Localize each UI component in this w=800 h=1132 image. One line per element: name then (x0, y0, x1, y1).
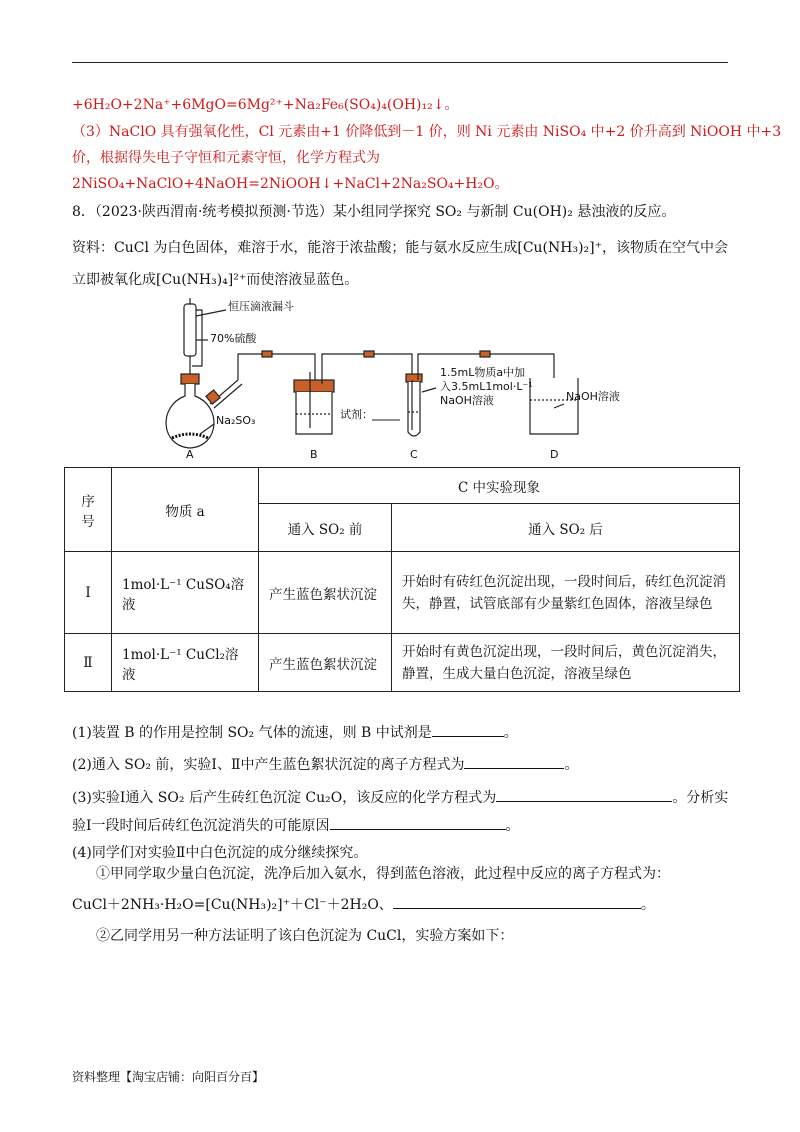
q4-1-equation: CuCl＋2NH₃·H₂O=[Cu(NH₃)₂]⁺＋Cl⁻＋2H₂O、 (72, 897, 393, 913)
q1-text: (1)装置 B 的作用是控制 SO₂ 气体的流速，则 B 中试剂是 (72, 725, 432, 741)
funnel-label: 恒压滴液漏斗 (228, 300, 294, 313)
d-label: NaOH溶液 (566, 390, 620, 403)
header-rule (72, 62, 728, 63)
q4-1-equation-line (72, 894, 732, 915)
q2-answer-blank[interactable] (464, 754, 564, 769)
c-label-1: 1.5mL物质a中加 (440, 366, 526, 379)
q2-period: 。 (564, 757, 579, 773)
q3-text-c: 验Ⅰ一段时间后砖红色沉淀消失的可能原因 (72, 818, 330, 834)
acid-label: 70%硫酸 (210, 332, 257, 345)
q4-1-period: 。 (640, 897, 655, 913)
row2-no: Ⅱ (65, 634, 112, 692)
row1-no: Ⅰ (65, 552, 112, 634)
c-label-3: NaOH溶液 (440, 394, 494, 407)
salt-label: Na₂SO₃ (216, 414, 256, 427)
stopper-b (294, 380, 334, 392)
header-after: 通入 SO₂ 后 (392, 504, 740, 552)
row1-before: 产生蓝色絮状沉淀 (259, 552, 392, 634)
q3-line-2 (72, 815, 732, 836)
q3-period: 。 (505, 818, 520, 834)
row2-substance: 1mol·L⁻¹ CuCl₂溶液 (112, 634, 259, 692)
label-a: A (186, 448, 194, 461)
q4-1-line: ①甲同学取少量白色沉淀，洗净后加入氨水，得到蓝色溶液，此过程中反应的离子方程式为： (96, 866, 670, 882)
q2-text: (2)通入 SO₂ 前，实验Ⅰ、Ⅱ中产生蓝色絮状沉淀的离子方程式为 (72, 757, 465, 773)
stopper-a (181, 374, 199, 384)
q1-line (72, 722, 732, 743)
info-line-2: 立即被氧化成[Cu(NH₃)₄]²⁺而使溶液显蓝色。 (72, 272, 359, 288)
q2-line (72, 754, 732, 775)
c-label-2: 入3.5mL1mol·L⁻¹ (440, 380, 533, 393)
stopper-c (406, 374, 422, 382)
q3-answer-blank-2[interactable] (330, 815, 506, 830)
label-b: B (310, 448, 318, 461)
q4-1-answer-blank[interactable] (393, 894, 641, 909)
info-line-1: 资料：CuCl 为白色固体，难溶于水，能溶于浓盐酸；能与氨水反应生成[Cu(NH₃)₂]⁺，该物质在空气中会 (72, 240, 729, 256)
apparatus-diagram (150, 296, 680, 462)
row2-before: 产生蓝色絮状沉淀 (259, 634, 392, 692)
q4-line: (4)同学们对实验Ⅱ中白色沉淀的成分继续探究。 (72, 845, 368, 861)
q3-answer-blank-1[interactable] (496, 787, 672, 802)
experiment-table (64, 467, 740, 692)
solution-line-4: 2NiSO₄+NaClO+4NaOH=2NiOOH↓+NaCl+2Na₂SO₄+H₂O。 (72, 176, 509, 192)
header-before: 通入 SO₂ 前 (259, 504, 392, 552)
label-c: C (410, 448, 418, 461)
label-d: D (550, 448, 559, 461)
reagent-label: 试剂： (340, 408, 373, 421)
footer-note: 资料整理【淘宝店铺：向阳百分百】 (72, 1070, 265, 1084)
header-substance: 物质 a (112, 468, 259, 552)
header-no: 序号 (65, 468, 112, 552)
solution-line-2: （3）NaClO 具有强氧化性，Cl 元素由+1 价降低到－1 价，则 Ni 元素由 NiSO₄ 中+2 价升高到 NiOOH 中+3 (72, 124, 782, 140)
solution-line-3: 价，根据得失电子守恒和元素守恒，化学方程式为 (72, 150, 380, 166)
q3-text-b: 。分析实 (672, 790, 729, 806)
bottle-b (296, 392, 332, 434)
row1-substance: 1mol·L⁻¹ CuSO₄溶液 (112, 552, 259, 634)
row1-after: 开始时有砖红色沉淀出现，一段时间后，砖红色沉淀消失，静置，试管底部有少量紫红色固体，溶液呈绿色 (392, 552, 740, 634)
question-header: 8．（2023·陕西渭南·统考模拟预测·节选）某小组同学探究 SO₂ 与新制 Cu(OH)₂ 悬浊液的反应。 (72, 204, 676, 220)
q1-period: 。 (503, 725, 518, 741)
beaker-d (530, 378, 578, 434)
dropping-funnel (184, 304, 196, 356)
row2-after: 开始时有黄色沉淀出现，一段时间后，黄色沉淀消失，静置，生成大量白色沉淀，溶液呈绿色 (392, 634, 740, 692)
solution-line-1: +6H₂O+2Na⁺+6MgO=6Mg²⁺+Na₂Fe₆(SO₄)₄(OH)₁₂↓。 (72, 97, 459, 113)
q3-text-a: (3)实验Ⅰ通入 SO₂ 后产生砖红色沉淀 Cu₂O，该反应的化学方程式为 (72, 790, 497, 806)
header-phenomenon: C 中实验现象 (259, 468, 740, 504)
q3-line-1 (72, 787, 732, 808)
q1-answer-blank[interactable] (432, 722, 504, 737)
q4-2-line: ②乙同学用另一种方法证明了该白色沉淀为 CuCl，实验方案如下： (96, 928, 514, 944)
test-tube-c (408, 382, 420, 436)
